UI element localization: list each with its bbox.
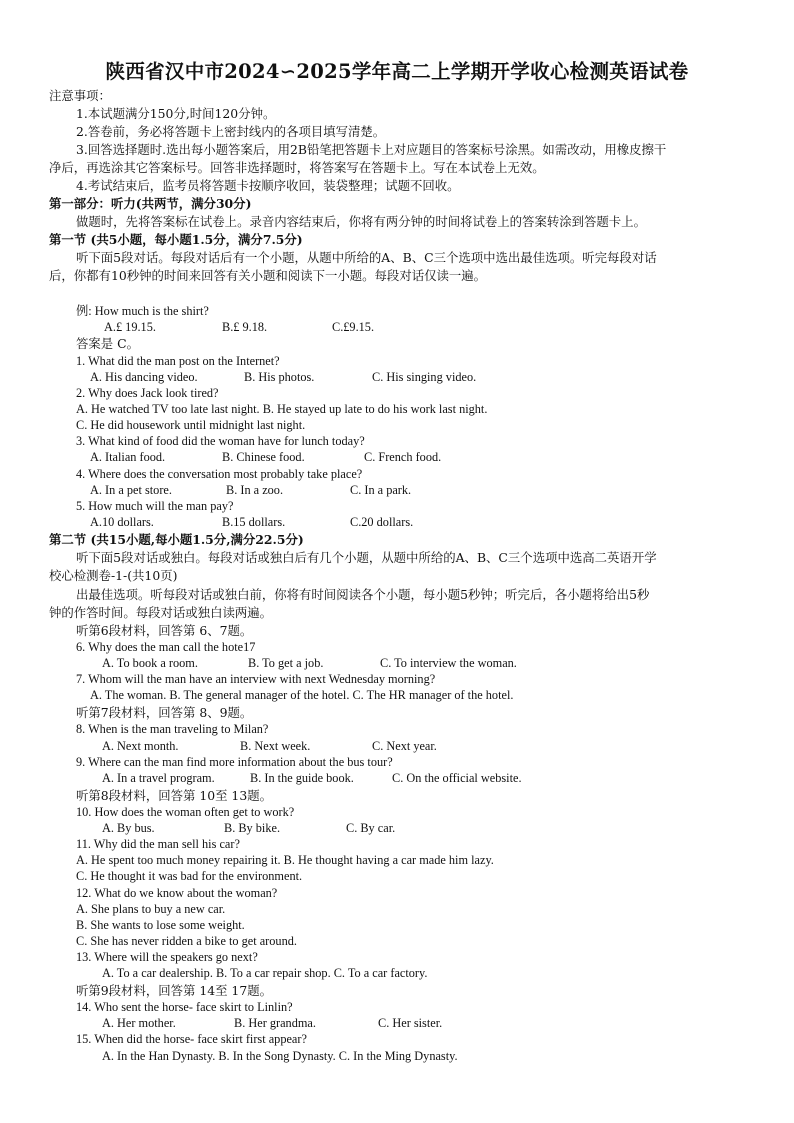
q14-option-b: B. Her grandma. bbox=[234, 1016, 316, 1030]
q5-option-c: C.20 dollars. bbox=[350, 515, 414, 529]
question-15: 15. When did the horse- face skirt first appear? bbox=[76, 1032, 307, 1046]
question-12: 12. What do we know about the woman? bbox=[76, 886, 278, 900]
q11-options-ab: A. He spent too much money repairing it. B. He thought having a car made him lazy. bbox=[76, 853, 494, 867]
q14-option-a: A. Her mother. bbox=[102, 1016, 176, 1030]
section2-instruction: 听下面5段对话或独白。每段对话或独白后有几个小题，从题中所给的A、B、C三个选项中选高二英语开学 bbox=[76, 550, 657, 565]
material-heading: 听第6段材料，回答第 6、7题。 bbox=[76, 623, 253, 638]
question-2: 2. Why does Jack look tired? bbox=[76, 386, 219, 400]
q9-option-c: C. On the official website. bbox=[392, 771, 522, 785]
question-13: 13. Where will the speakers go next? bbox=[76, 950, 258, 964]
question-11: 11. Why did the man sell his car? bbox=[76, 837, 240, 851]
notice-item: 1.本试题满分150分,时间120分钟。 bbox=[76, 106, 276, 121]
q1-option-b: B. His photos. bbox=[244, 370, 315, 384]
q4-option-a: A. In a pet store. bbox=[90, 483, 172, 497]
question-8: 8. When is the man traveling to Milan? bbox=[76, 722, 269, 736]
q14-option-c: C. Her sister. bbox=[378, 1016, 443, 1030]
notice-item: 2.答卷前，务必将答题卡上密封线内的各项目填写清楚。 bbox=[76, 124, 386, 139]
section1-heading: 第一节 (共5小题，每小题1.5分，满分7.5分) bbox=[49, 232, 303, 247]
example-option-a: A.£ 19.15. bbox=[104, 320, 156, 334]
question-1: 1. What did the man post on the Internet? bbox=[76, 354, 280, 368]
notice-item: 3.回答选择题时.选出每小题答案后，用2B铅笔把答题卡上对应题目的答案标号涂黑。如需改动，用橡皮擦干 bbox=[76, 142, 667, 157]
q3-option-c: C. French food. bbox=[364, 450, 442, 464]
q2-option-c: C. He did housework until midnight last night. bbox=[76, 418, 306, 432]
exam-title: 陕西省汉中市2024∽2025学年高二上学期开学收心检测英语试卷 bbox=[105, 60, 689, 83]
q6-option-b: B. To get a job. bbox=[248, 656, 324, 670]
q4-option-c: C. In a park. bbox=[350, 483, 412, 497]
q2-options-ab: A. He watched TV too late last night. B. He stayed up late to do his work last night. bbox=[76, 402, 488, 416]
example-option-b: B.£ 9.18. bbox=[222, 320, 268, 334]
question-6: 6. Why does the man call the hote17 bbox=[76, 640, 256, 654]
question-5: 5. How much will the man pay? bbox=[76, 499, 234, 513]
q4-option-b: B. In a zoo. bbox=[226, 483, 284, 497]
q3-option-a: A. Italian food. bbox=[90, 450, 166, 464]
q11-option-c: C. He thought it was bad for the environment. bbox=[76, 869, 303, 883]
notice-item: 4.考试结束后，监考员将答题卡按顺序收回，装袋整理；试题不回收。 bbox=[76, 178, 460, 193]
section2-instruction: 钟的作答时间。每段对话或独白读两遍。 bbox=[49, 605, 273, 620]
q10-option-a: A. By bus. bbox=[102, 821, 155, 835]
question-3: 3. What kind of food did the woman have for lunch today? bbox=[76, 434, 365, 448]
q12-option-c: C. She has never ridden a bike to get around. bbox=[76, 934, 297, 948]
q5-option-a: A.10 dollars. bbox=[90, 515, 154, 529]
question-14: 14. Who sent the horse- face skirt to Linlin? bbox=[76, 1000, 293, 1014]
q8-option-a: A. Next month. bbox=[102, 739, 179, 753]
q13-options: A. To a car dealership. B. To a car repair shop. C. To a car factory. bbox=[102, 966, 428, 980]
question-9: 9. Where can the man find more information about the bus tour? bbox=[76, 755, 393, 769]
q10-option-b: B. By bike. bbox=[224, 821, 281, 835]
example-option-c: C.£9.15. bbox=[332, 320, 375, 334]
notice-item: 净后，再选涂其它答案标号。回答非选择题时，将答案写在答题卡上。写在本试卷上无效。 bbox=[49, 160, 545, 175]
notice-heading: 注意事项： bbox=[49, 88, 111, 103]
q1-option-c: C. His singing video. bbox=[372, 370, 477, 384]
part1-instruction: 做题时，先将答案标在试卷上。录音内容结束后，你将有两分钟的时间将试卷上的答案转涂到答题卡上。 bbox=[76, 214, 646, 229]
q15-options: A. In the Han Dynasty. B. In the Song Dynasty. C. In the Ming Dynasty. bbox=[102, 1049, 458, 1063]
material-heading: 听第7段材料，回答第 8、9题。 bbox=[76, 705, 253, 720]
q10-option-c: C. By car. bbox=[346, 821, 396, 835]
q9-option-a: A. In a travel program. bbox=[102, 771, 215, 785]
q8-option-b: B. Next week. bbox=[240, 739, 311, 753]
question-7: 7. Whom will the man have an interview with next Wednesday morning? bbox=[76, 672, 436, 686]
q5-option-b: B.15 dollars. bbox=[222, 515, 286, 529]
q6-option-c: C. To interview the woman. bbox=[380, 656, 517, 670]
section2-instruction: 校心检测卷-1-(共10页) bbox=[49, 568, 178, 583]
section1-instruction: 后，你都有10秒钟的时间来回答有关小题和阅读下一小题。每段对话仅读一遍。 bbox=[49, 268, 487, 283]
material-heading: 听第9段材料，回答第 14至 17题。 bbox=[76, 983, 272, 998]
q1-option-a: A. His dancing video. bbox=[90, 370, 198, 384]
material-heading: 听第8段材料，回答第 10至 13题。 bbox=[76, 788, 272, 803]
q9-option-b: B. In the guide book. bbox=[250, 771, 354, 785]
q7-options: A. The woman. B. The general manager of the hotel. C. The HR manager of the hotel. bbox=[90, 688, 514, 702]
question-10: 10. How does the woman often get to work? bbox=[76, 805, 295, 819]
example-question: 例: How much is the shirt? bbox=[76, 304, 209, 318]
part1-heading: 第一部分：听力(共两节，满分30分) bbox=[49, 196, 252, 211]
q12-option-a: A. She plans to buy a new car. bbox=[76, 902, 226, 916]
question-4: 4. Where does the conversation most probably take place? bbox=[76, 467, 363, 481]
q3-option-b: B. Chinese food. bbox=[222, 450, 305, 464]
q6-option-a: A. To book a room. bbox=[102, 656, 198, 670]
section1-instruction: 听下面5段对话。每段对话后有一个小题，从题中所给的A、B、C三个选项中选出最佳选项。听完每段对话 bbox=[76, 250, 657, 265]
q8-option-c: C. Next year. bbox=[372, 739, 437, 753]
section2-heading: 第二节 (共15小题,每小题1.5分,满分22.5分) bbox=[49, 532, 304, 547]
q12-option-b: B. She wants to lose some weight. bbox=[76, 918, 245, 932]
section2-instruction: 出最佳选项。听每段对话或独白前，你将有时间阅读各个小题，每小题5秒钟；听完后，各小题将给出5秒 bbox=[76, 587, 650, 602]
example-answer: 答案是 C。 bbox=[76, 336, 139, 351]
